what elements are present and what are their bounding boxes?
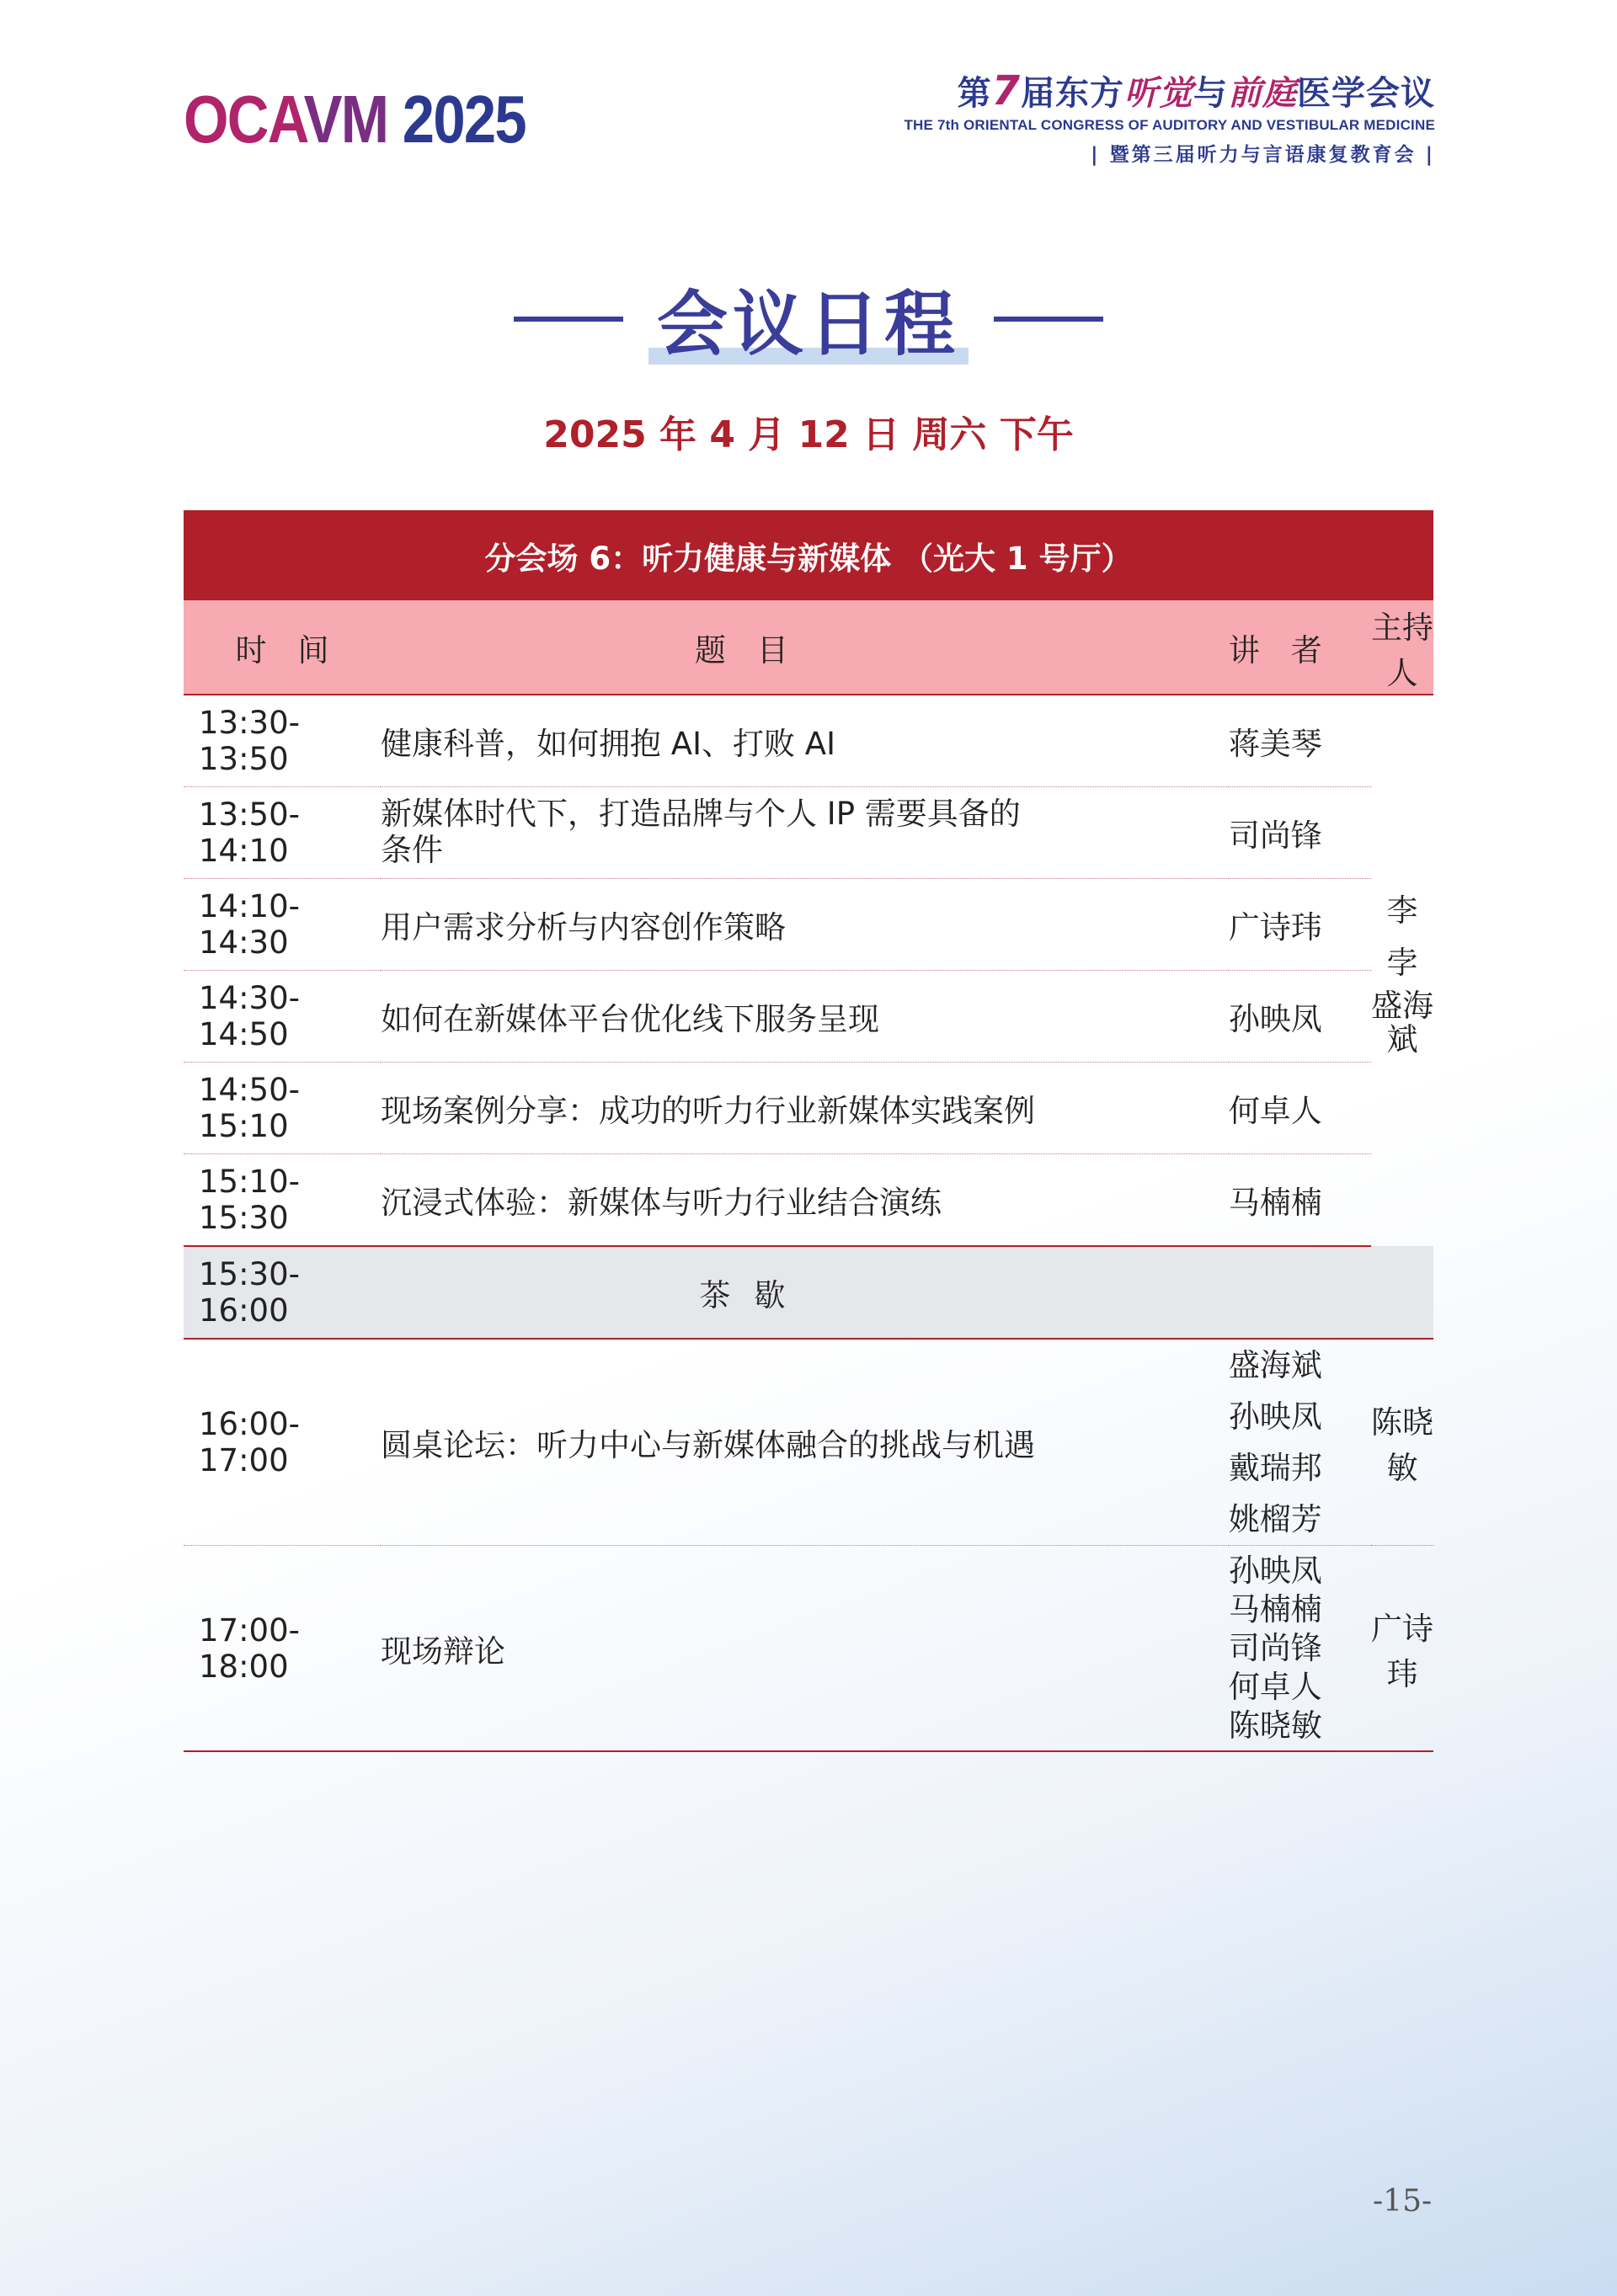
forum-row: [184, 1339, 1433, 1546]
row-speaker: 司尚锋: [1229, 787, 1371, 879]
speaker-name: 马楠楠: [1228, 1590, 1322, 1627]
row-time: 13:30-13:50: [184, 695, 381, 787]
break-host-empty: [1371, 1246, 1433, 1339]
row-time: 15:10-15:30: [184, 1154, 381, 1247]
speaker-name: 陈晓敏: [1228, 1707, 1322, 1744]
page-title: [0, 268, 1617, 370]
session-title: 分会场 6：听力健康与新媒体 （光大 1 号厅）: [184, 510, 1433, 600]
break-row: [184, 1246, 1433, 1339]
debate-time: 17:00-18:00: [184, 1546, 381, 1752]
host-name: 李 孛: [1386, 892, 1449, 981]
speaker-name: 盛海斌: [1228, 1347, 1322, 1383]
column-header-row: [184, 600, 1433, 695]
table-row: [184, 971, 1433, 1063]
row-topic: 沉浸式体验：新媒体与听力行业结合演练: [381, 1154, 1229, 1247]
break-label: 茶歇: [381, 1246, 1229, 1339]
row-topic: 新媒体时代下，打造品牌与个人 IP 需要具备的条件: [381, 796, 1021, 868]
title-rule-right: [994, 317, 1103, 322]
congress-header: [904, 69, 1435, 167]
speaker-name: 司尚锋: [1228, 1629, 1322, 1666]
debate-row: [184, 1546, 1433, 1752]
host-cell: [1371, 695, 1449, 1246]
table-row: [184, 695, 1433, 787]
congress-title-cn: 第7届东方听觉与前庭医学会议: [957, 67, 1435, 115]
title-rule-left: [514, 317, 623, 322]
col-host: 主持人: [1371, 600, 1433, 695]
debate-speakers: [1229, 1546, 1371, 1752]
session-header-row: [184, 510, 1433, 600]
table-row: [184, 787, 1433, 879]
speaker-name: 戴瑞邦: [1228, 1450, 1322, 1486]
page-title-text: 会议日程: [648, 268, 969, 370]
page-number: -15-: [1373, 2184, 1433, 2219]
table-row: [184, 1154, 1433, 1247]
congress-subtitle: | 暨第三届听力与言语康复教育会 |: [1091, 143, 1435, 166]
break-time: 15:30-16:00: [184, 1246, 381, 1339]
speaker-name: 孙映凤: [1228, 1398, 1322, 1435]
row-topic: 现场案例分享：成功的听力行业新媒体实践案例: [381, 1063, 1229, 1154]
row-speaker: 孙映凤: [1229, 971, 1371, 1063]
debate-topic: 现场辩论: [381, 1546, 1229, 1752]
session-date: 2025 年 4 月 12 日 周六 下午: [543, 413, 1074, 456]
row-time: 14:30-14:50: [184, 971, 381, 1063]
col-topic: 题 目: [381, 600, 1229, 695]
row-speaker: 蒋美琴: [1229, 695, 1371, 787]
host-name: 盛海斌: [1371, 988, 1433, 1057]
ocavm-logo: OCAVM 2025: [184, 82, 526, 157]
row-speaker: 广诗玮: [1229, 879, 1371, 971]
row-topic: 用户需求分析与内容创作策略: [381, 879, 1229, 971]
col-speaker: 讲 者: [1229, 600, 1371, 695]
row-topic: 健康科普，如何拥抱 AI、打败 AI: [381, 695, 1229, 787]
table-row: [184, 1063, 1433, 1154]
row-time: 14:50-15:10: [184, 1063, 381, 1154]
forum-speakers: [1229, 1339, 1371, 1546]
forum-host: 陈晓敏: [1371, 1339, 1433, 1546]
forum-topic: 圆桌论坛：听力中心与新媒体融合的挑战与机遇: [381, 1339, 1229, 1546]
debate-host: 广诗玮: [1371, 1546, 1433, 1752]
row-speaker: 马楠楠: [1229, 1154, 1371, 1247]
table-row: [184, 879, 1433, 971]
schedule-table: [184, 510, 1449, 1752]
row-time: 13:50-14:10: [184, 787, 381, 879]
col-time: 时 间: [184, 600, 381, 695]
row-time: 14:10-14:30: [184, 879, 381, 971]
speaker-name: 何卓人: [1228, 1668, 1322, 1705]
row-speaker: 何卓人: [1229, 1063, 1371, 1154]
congress-title-en: THE 7th ORIENTAL CONGRESS OF AUDITORY AND VESTIBULAR MEDICINE: [904, 116, 1435, 133]
row-topic-cell: [381, 787, 1229, 879]
break-speaker-empty: [1229, 1246, 1371, 1339]
row-topic: 如何在新媒体平台优化线下服务呈现: [381, 971, 1229, 1063]
speaker-name: 姚榴芳: [1228, 1501, 1322, 1537]
forum-time: 16:00-17:00: [184, 1339, 381, 1546]
speaker-name: 孙映凤: [1228, 1552, 1322, 1589]
